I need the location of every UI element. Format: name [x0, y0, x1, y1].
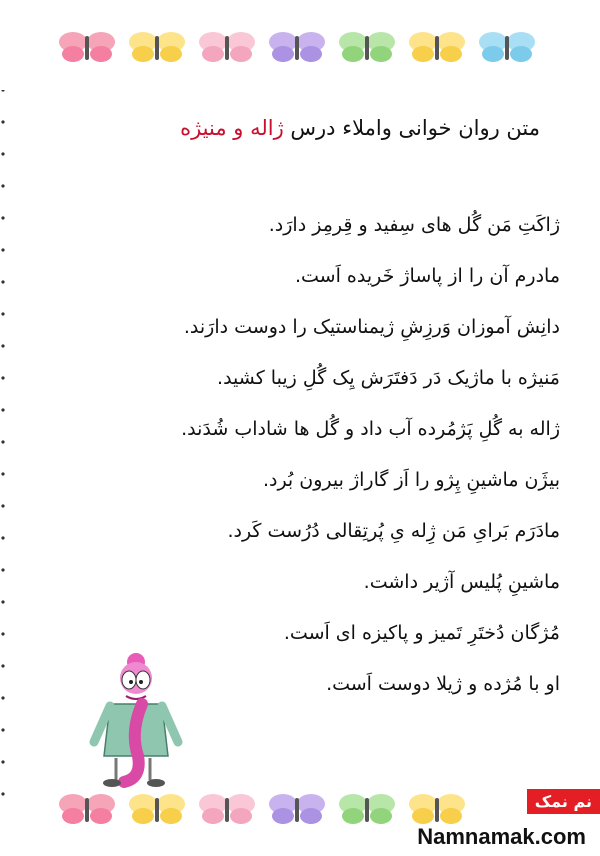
- butterfly-icon: [339, 794, 395, 824]
- butterfly-icon: [269, 32, 325, 62]
- sentence-line: مُژگان دُختَرِ تَمیز و پاکیزه ای اَست.: [283, 622, 560, 644]
- butterfly-icon: [409, 794, 465, 824]
- sentence-line: ماشینِ پُلیس آژیر داشت.: [363, 571, 560, 593]
- butterfly-icon: [409, 32, 465, 62]
- sentence-line: مَنیژه با ماژیک دَر دَفتَرَش یِک گُلِ زیبا کشید.: [217, 367, 560, 389]
- sentence-line: ژاکَتِ مَن گُل های سِفید و قِرمِز دارَد.: [268, 214, 560, 236]
- brand-badge: نم نمک: [527, 789, 600, 814]
- sentence-line: مادرم آن را از پاساژ خَریده اَست.: [294, 265, 560, 287]
- title-highlight: ژاله و منیژه: [180, 116, 284, 140]
- butterfly-border-bottom: [55, 792, 555, 826]
- butterfly-icon: [59, 32, 115, 62]
- butterfly-icon: [199, 794, 255, 824]
- butterfly-icon: [199, 32, 255, 62]
- reading-lines: [60, 210, 560, 720]
- binder-dots: [0, 90, 10, 810]
- butterfly-icon: [129, 794, 185, 824]
- letter-zhe-character-illustration: [76, 652, 196, 790]
- butterfly-icon: [339, 32, 395, 62]
- butterfly-icon: [59, 794, 115, 824]
- sentence-line: مادَرَم بَرایِ مَن ژِله یِ پُرتِقالی دُرُست کَرد.: [227, 520, 560, 542]
- butterfly-border-top: [55, 30, 555, 64]
- sentence-line: دانِش آموزان وَرزِشِ ژیمناستیک را دوست دارَند.: [183, 316, 560, 338]
- sentence-line: ژاله به گُلِ پَژمُرده آب داد و گُل ها شاداب شُدَند.: [181, 418, 560, 440]
- butterfly-icon: [479, 32, 535, 62]
- sentence-line: او با مُژده و ژیلا دوست اَست.: [326, 673, 560, 695]
- worksheet-title: [60, 116, 540, 140]
- sentence-line: بیژَن ماشینِ پِژو را اَز گاراژ بیرون بُرد.: [262, 469, 560, 491]
- butterfly-icon: [129, 32, 185, 62]
- butterfly-icon: [269, 794, 325, 824]
- title-text: متن روان خوانی واملاء درس: [290, 116, 540, 140]
- brand-website[interactable]: Namnamak.com: [417, 824, 586, 849]
